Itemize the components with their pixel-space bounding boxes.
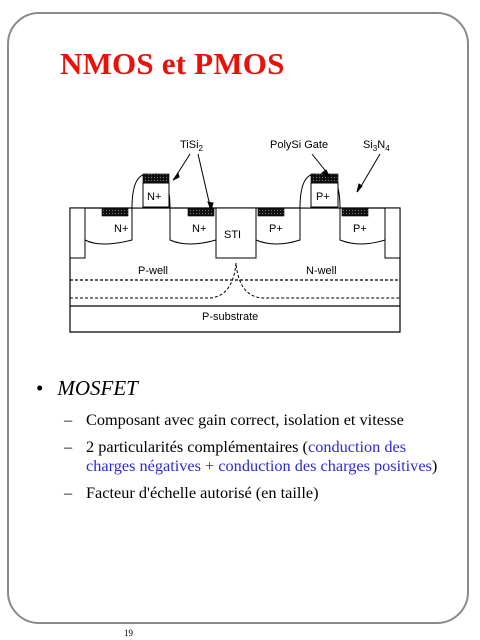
label-pmos-drain-pplus: P+ [353,223,367,235]
sub-bullet-item [64,410,456,429]
dash-marker: – [64,483,73,502]
tisi-contact-pmos-drain [342,208,368,216]
dash-marker: – [64,437,73,456]
slide-title: NMOS et PMOS [60,46,285,81]
cmos-cross-section-figure [60,128,420,333]
label-tisi2: TiSi$_2$ [180,139,203,153]
sub-bullet-text: 2 particularités complémentaires (conduction des charges négatives + conduction des charges positives) [86,437,438,475]
label-sti: STI [224,229,242,241]
label-pmos-gate-pplus: P+ [316,191,330,203]
sti-right-edge [385,208,400,258]
sub-bullet-text: Facteur d'échelle autorisé (en taille) [86,483,319,502]
sti-left-edge [70,208,85,258]
label-nmos-gate-nplus: N+ [147,191,162,203]
sub-bullet-list [64,410,456,510]
label-p-well: P-well [138,265,168,277]
label-p-substrate: P-substrate [202,311,259,323]
highlight-text: + conduction des charges positives [200,456,432,475]
dash-marker: – [64,410,73,429]
bullet-mosfet [36,376,138,401]
sub-bullet-item [64,483,456,502]
tisi-contact-pmos-source [258,208,284,216]
highlight-text: conduction des charges négatives [86,437,407,475]
sub-bullet-item [64,437,456,475]
callout-arrows [173,154,380,210]
label-n-well: N-well [306,265,337,277]
tisi-contact-nmos-source [102,208,128,216]
label-pmos-source-pplus: P+ [269,223,283,235]
bullet-title: MOSFET [57,376,138,400]
label-si3n4: $Si_3N_4$ [363,139,390,153]
sub-bullet-text: Composant avec gain correct, isolation et vitesse [86,410,404,429]
tisi-contact-nmos-drain [188,208,214,216]
page-number: 19 [124,628,133,638]
label-polysi-gate: PolySi Gate [270,139,329,151]
label-nmos-drain-nplus: N+ [192,223,207,235]
bullet-dot: • [36,376,44,400]
label-nmos-source-nplus: N+ [114,223,129,235]
